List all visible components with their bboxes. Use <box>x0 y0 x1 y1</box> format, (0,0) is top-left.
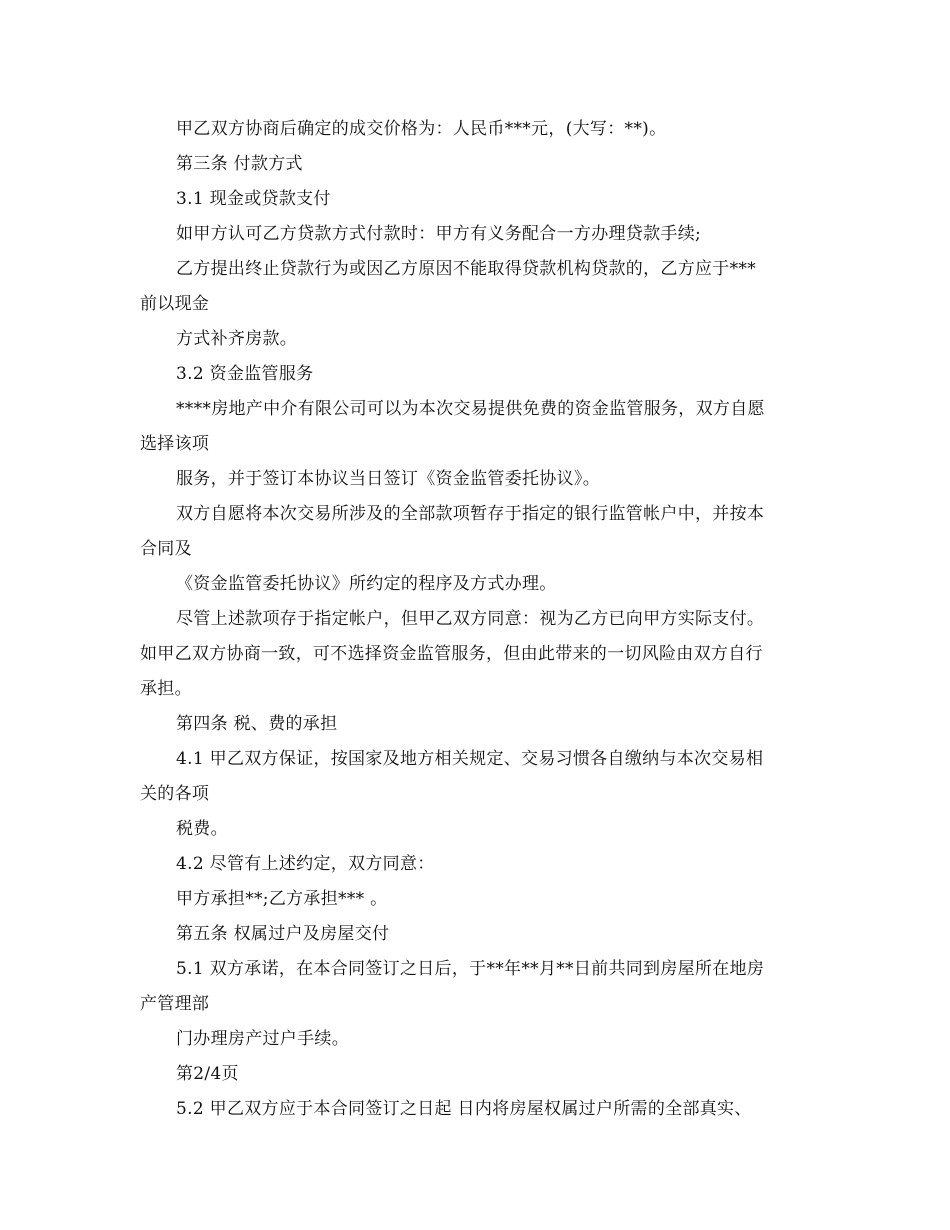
section-heading: 第四条 税、费的承担 <box>176 714 338 734</box>
page-number: 第2/4页 <box>176 1064 239 1084</box>
text-line: 税费。 <box>176 819 228 839</box>
text-line: 方式补齐房款。 <box>176 329 298 349</box>
text-line: 4.1 甲乙双方保证，按国家及地方相关规定、交易习惯各自缴纳与本次交易相 <box>176 749 764 769</box>
text-line: 5.1 双方承诺，在本合同签订之日后，于**年**月**日前共同到房屋所在地房 <box>176 959 765 979</box>
text-line: 5.2 甲乙双方应于本合同签订之日起 日内将房屋权属过户所需的全部真实、 <box>176 1099 752 1119</box>
text-line: 双方自愿将本次交易所涉及的全部款项暂存于指定的银行监管帐户中，并按本 <box>176 504 765 524</box>
subsection-heading: 4.2 尽管有上述约定，双方同意： <box>176 854 435 874</box>
text-line: 如甲方认可乙方贷款方式付款时：甲方有义务配合一方办理贷款手续; <box>176 224 702 244</box>
text-line: 承担。 <box>140 679 192 699</box>
text-line: 服务，并于签订本协议当日签订《资金监管委托协议》。 <box>176 469 600 489</box>
section-heading: 第三条 付款方式 <box>176 154 303 174</box>
text-line: 关的各项 <box>140 784 210 804</box>
subsection-heading: 3.2 资金监管服务 <box>176 364 314 384</box>
section-heading: 第五条 权属过户及房屋交付 <box>176 924 390 944</box>
text-line: 合同及 <box>140 539 192 559</box>
text-line: 乙方提出终止贷款行为或因乙方原因不能取得贷款机构贷款的，乙方应于*** <box>176 259 756 279</box>
text-line: 甲乙双方协商后确定的成交价格为：人民币***元，(大写：**)。 <box>176 119 667 139</box>
text-line: ****房地产中介有限公司可以为本次交易提供免费的资金监管服务，双方自愿 <box>176 399 765 419</box>
subsection-heading: 3.1 现金或贷款支付 <box>176 189 331 209</box>
text-line: 如甲乙双方协商一致，可不选择资金监管服务，但由此带来的一切风险由双方自行 <box>140 644 763 664</box>
text-line: 甲方承担**;乙方承担*** 。 <box>176 889 388 909</box>
text-line: 前以现金 <box>140 294 210 314</box>
text-line: 选择该项 <box>140 434 210 454</box>
text-line: 门办理房产过户手续。 <box>176 1029 349 1049</box>
text-line: 尽管上述款项存于指定帐户，但甲乙双方同意：视为乙方已向甲方实际支付。 <box>176 609 765 629</box>
text-line: 产管理部 <box>140 994 210 1014</box>
text-line: 《资金监管委托协议》所约定的程序及方式办理。 <box>176 574 557 594</box>
